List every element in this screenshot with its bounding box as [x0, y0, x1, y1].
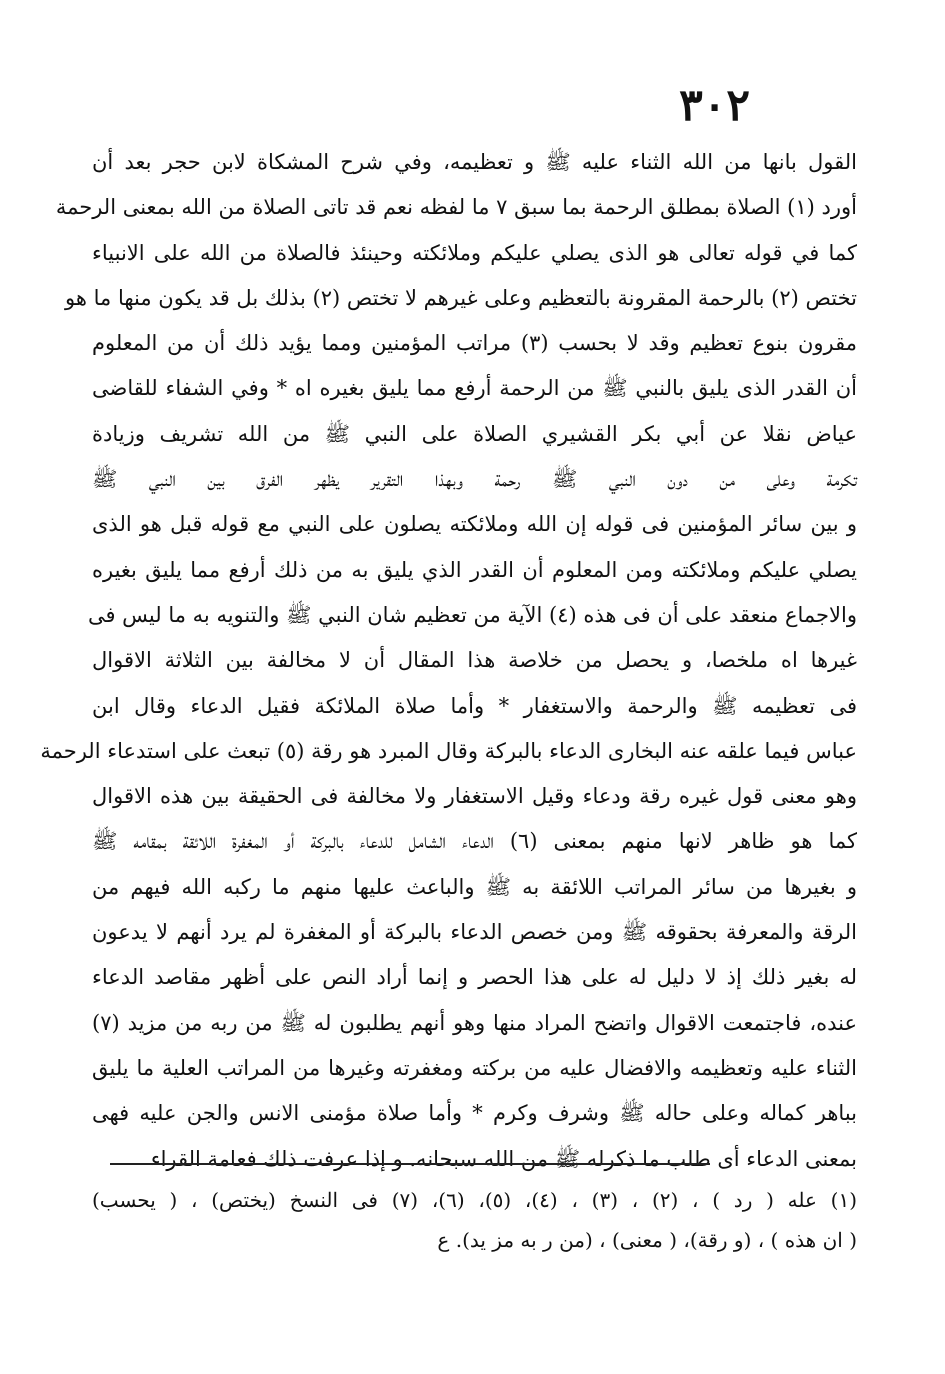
text-line: أورد (١) الصلاة بمطلق الرحمة بما سبق ٧ ما لفظه نعم قد تاتى الصلاة من الله بمعنى الرحمة: [55, 195, 857, 220]
footnote-line: ( ان هذه ) ، (و رقة)، ( معنى) ، (من ر به مز يد). ع: [437, 1228, 857, 1252]
text-line: بباهر كماله وعلى حاله ﷺ وشرف وكرم * وأما صلاة مؤمنى الانس والجن عليه فهى: [92, 1101, 857, 1126]
main-text: [40, 140, 858, 1182]
text-line: بمعنى الدعاء أى طلب ما ذكرله ﷺ من الله سبحانه. و إذا عرفت ذلك فعامة القراء: [150, 1146, 857, 1171]
text-line: والاجماع منعقد على أن فى هذه (٤) الآية من تعظيم شان النبي ﷺ والتنويه به ما ليس فى: [87, 602, 857, 627]
text-line: أن القدر الذى يليق بالنبي ﷺ من الرحمة أرفع مما يليق بغيره اه * وفي الشفاء للقاضى: [92, 376, 857, 401]
text-line: و بغيرها من سائر المراتب اللائقة به ﷺ والباعث عليها منهم ما ركبه الله فيهم من: [92, 874, 857, 899]
text-line: القول بانها من الله الثناء عليه ﷺ و تعظيمه، وفي شرح المشكاة لابن حجر بعد أن: [92, 150, 857, 174]
text-line: تكرمة وعلى من دون النبي ﷺ رحمة وبهذا التقرير يظهر الفرق بين النبي ﷺ: [92, 467, 857, 492]
footnote-line: (١) عله ( رد ) ، (٢) ، (٣) ، (٤)، (٥)، (٦)، (٧) فى النسخ (يختص) ، ( يحسب): [92, 1188, 858, 1212]
text-line: الثناء عليه وتعظيمه والافضال عليه من بركته ومغفرته وغيرها من المراتب العلية ما يليق: [92, 1055, 857, 1080]
text-line: عنده، فاجتمعت الاقوال واتضح المراد منها وهو أنهم يطلبون له ﷺ من ربه من مزيد (٧): [92, 1010, 857, 1035]
footnote-divider: [110, 1163, 710, 1165]
text-line: كما هو ظاهر لانها منهم بمعنى (٦) الدعاء الشامل للدعاء بالبركة أو المغفرة اللائقة بمقامه ﷺ: [92, 829, 857, 854]
text-line: عياض نقلا عن أبي بكر القشيري الصلاة على النبي ﷺ من الله تشريف وزيادة: [92, 421, 858, 446]
page-number: ٣٠٢: [679, 80, 750, 131]
text-line: مقرون بنوع تعظيم وقد لا بحسب (٣) مراتب المؤمنين ومما يؤيد ذلك أن من المعلوم: [92, 331, 857, 356]
text-line: كما في قوله تعالى هو الذى يصلي عليكم وملائكته وحينئذ فالصلاة من الله على الانبياء: [92, 240, 857, 265]
text-line: فى تعظيمه ﷺ والرحمة والاستغفار * وأما صلاة الملائكة فقيل الدعاء وقال ابن: [92, 693, 857, 718]
text-line: يصلي عليكم وملائكته ومن المعلوم أن القدر الذي يليق به من ذلك أرفع مما يليق بغيره: [92, 557, 857, 582]
text-line: وهو معنى قول غيره رقة ودعاء وقيل الاستغفار ولا مخالفة فى الحقيقة بين هذه الاقوال: [92, 784, 857, 809]
text-line: عباس فيما علقه عنه البخارى الدعاء بالبركة وقال المبرد هو رقة (٥) تبعث على استدعاء الرحمة: [40, 738, 857, 763]
text-line: الرقة والمعرفة بحقوقه ﷺ ومن خصص الدعاء بالبركة أو المغفرة لم يرد أنهم لا يدعون: [92, 920, 857, 945]
text-line: و بين سائر المؤمنين فى قوله إن الله وملائكته يصلون على النبي مع قوله قبل هو الذى: [92, 512, 857, 537]
text-line: له بغير ذلك إذ لا دليل له على هذا الحصر و إنما أراد النص على أظهر مقاصد الدعاء: [92, 965, 857, 990]
footnotes: [92, 1180, 857, 1260]
text-line: غيرها اه ملخصا، و يحصل من خلاصة هذا المقال أن لا مخالفة بين الثلاثة الاقوال: [92, 648, 857, 673]
text-line: تختص (٢) بالرحمة المقرونة بالتعظيم وعلى غيرهم لا تختص (٢) بذلك بل قد يكون منها ما هو: [65, 285, 857, 310]
